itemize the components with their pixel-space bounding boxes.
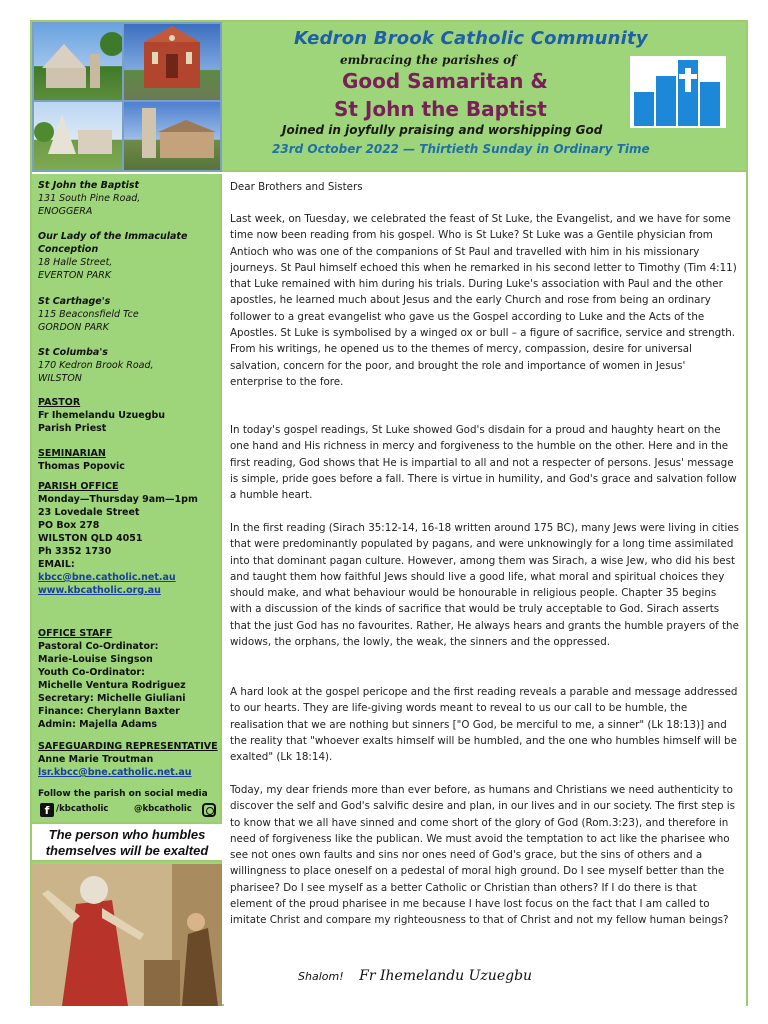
church-suburb: ENOGGERA — [38, 206, 93, 217]
staff-heading: OFFICE STAFF — [38, 628, 113, 639]
signature: Fr Ihemelandu Uzuegbu — [359, 968, 533, 984]
letter-salutation: Dear Brothers and Sisters — [230, 181, 363, 193]
office-email-label: EMAIL: — [38, 559, 75, 570]
masthead — [32, 22, 746, 172]
church-photo-4 — [124, 102, 220, 170]
subtitle: embracing the parishes of — [340, 53, 517, 67]
staff-line: Secretary: Michelle Giuliani — [38, 693, 186, 704]
church-address: 115 Beaconsfield Tce — [38, 309, 139, 320]
staff-line: Marie-Louise Singson — [38, 654, 153, 665]
church-st-columba — [38, 346, 222, 385]
pharisee-publican-painting — [32, 864, 222, 1006]
office-staff-section — [38, 627, 222, 731]
church-st-john — [38, 179, 222, 218]
pastor-letter — [224, 174, 746, 1006]
social-label: Follow the parish on social media — [38, 789, 208, 799]
office-line: PO Box 278 — [38, 520, 100, 531]
church-suburb: GORDON PARK — [38, 322, 109, 333]
seminarian-name: Thomas Popovic — [38, 461, 125, 472]
staff-line: Pastoral Co-Ordinator: — [38, 641, 159, 652]
quote-line: themselves will be exalted — [45, 843, 209, 858]
pastor-name: Fr Ihemelandu Uzuegbu — [38, 410, 166, 421]
staff-line: Finance: Cherylann Baxter — [38, 706, 180, 717]
tagline: Joined in joyfully praising and worshipping God — [282, 123, 603, 137]
office-line: WILSTON QLD 4051 — [38, 533, 143, 544]
letter-paragraph: In today's gospel readings, St Luke showed God's disdain for a proud and haughty heart on the one hand and His richness in mercy and forgiveness to the humble on the other. Here and in the first reading, God shows that He is impartial to all and not a respecter of persons. Jesus' message is simple, pride goes before a fall. There is virtue in humility, and God's grace and salvation follow a humble heart. — [230, 424, 737, 502]
parish-name-good-samaritan: Good Samaritan & — [342, 69, 548, 93]
letter-signoff — [298, 968, 532, 984]
safeguarding-section — [38, 740, 222, 779]
office-email-link[interactable]: kbcc@bne.catholic.net.au — [38, 572, 176, 583]
instagram-handle[interactable]: @kbcatholic — [134, 804, 192, 814]
church-photo-collage — [32, 22, 222, 172]
office-line: 23 Lovedale Street — [38, 507, 140, 518]
letter-paragraph: Last week, on Tuesday, we celebrated the feast of St Luke, the Evangelist, and we have for some time now been reading from his gospel. Who is St Luke? St Luke was a Gentile physician from Antioch who was one of the companions of St Paul and travelled with him in his missionary journeys. St Paul himself echoed this when he remarked in his second letter to Timothy (Tim 4:11) that Luke remained with him during his trials. During Luke's association with Paul and the other apostles, he learned much about Jesus and the early Church and rose from being an ordinary follower to a great evangelist who gave us the Gospel according to Luke and the Acts of the Apostles. St Luke is symbolised by a winged ox or bull – a figure of sacrifice, service and strength. From his writings, he opened us to the themes of mercy, compassion, desire for universal salvation, concern for the poor, and brought the role and importance of women in Jesus' enterprise to the fore. — [230, 213, 737, 388]
sidebar — [32, 174, 222, 1006]
church-address: 131 South Pine Road, — [38, 193, 141, 204]
church-address: 170 Kedron Brook Road, — [38, 360, 154, 371]
church-name: St Columba's — [38, 347, 108, 358]
community-logo-icon — [630, 56, 726, 128]
pastor-role: Parish Priest — [38, 423, 107, 434]
closing: Shalom! — [298, 970, 344, 983]
office-hours: Monday—Thursday 9am—1pm — [38, 494, 198, 505]
staff-line: Michelle Ventura Rodriguez — [38, 680, 186, 691]
safeguarding-name: Anne Marie Troutman — [38, 754, 154, 765]
facebook-icon[interactable]: f — [40, 803, 54, 817]
staff-line: Admin: Majella Adams — [38, 719, 158, 730]
pastor-section — [38, 396, 222, 435]
bulletin-page — [30, 20, 748, 1006]
parish-name-st-john: St John the Baptist — [334, 97, 547, 121]
office-heading: PARISH OFFICE — [38, 481, 119, 492]
church-name-cont: Conception — [38, 244, 99, 255]
instagram-icon[interactable] — [202, 803, 216, 817]
church-name: St John the Baptist — [38, 180, 140, 191]
church-name: St Carthage's — [38, 296, 111, 307]
community-title: Kedron Brook Catholic Community — [294, 28, 648, 49]
social-links — [38, 801, 218, 819]
church-photo-2 — [124, 24, 220, 100]
church-suburb: EVERTON PARK — [38, 270, 112, 281]
church-name: Our Lady of the Immaculate — [38, 231, 188, 242]
church-st-carthage — [38, 295, 222, 334]
letter-paragraph: In the first reading (Sirach 35:12-14, 16-18 written around 175 BC), many Jews were living in cities that were predominantly populated by pagans, and were unknowingly for a long time assimilated into that dominant pagan culture. However, among them was Sirach, a wise Jew, who did his best and taught them how faithful Jews should live a good life, what moral and spiritual choices they should make, and what behaviour would be honourable in religious people. Chapter 35 begins with a discussion of the kinds of sacrifice that would be truly acceptable to God. Sirach asserts that the just God has no favourites. Rather, He always hears and grants the humble prayers of the widows, the orphans, the lowly, the weak, the sinners and the oppressed. — [230, 522, 740, 649]
safeguarding-email-link[interactable]: lsr.kbcc@bne.catholic.net.au — [38, 767, 192, 778]
church-photo-3 — [34, 102, 122, 170]
date-line: 23rd October 2022 — Thirtieth Sunday in Ordinary Time — [272, 142, 650, 156]
letter-paragraph: A hard look at the gospel pericope and the first reading reveals a parable and message addressed to our hearts. They are life-giving words meant to reveal to us our call to be humble, the realisation that we are nothing but sinners ["O God, be merciful to me, a sinner" (Lk 18:13)] and the reality that "whoever exalts himself will be humbled, and the one who humbles himself will be exalted" (Lk 18:14). — [230, 686, 738, 764]
letter-paragraph: Today, my dear friends more than ever before, as humans and Christians we need authenticity to discover the self and God's salvific desire and plan, in our lives and in our society. The first step is to know that we all have sinned and come short of the glory of God (Rom.3:23), and therefore in need of forgiveness like the publican. We must avoid the temptation to act like the pharisee who see not ones own faults and sins nor ones need of God's grace, but the sins of others and a willingness to place oneself on a pedestal of moral high ground. Do I see myself better than the pharisee? Do I see myself as a better Catholic or Christian than others? If I do there is that element of the proud pharisee in me because I have lost focus on the fact that I am called to imitate Christ and compare my righteousness to that of Christ and not my fellow human beings? — [230, 784, 735, 927]
facebook-handle[interactable]: /kbcatholic — [56, 804, 109, 814]
church-suburb: WILSTON — [38, 373, 82, 384]
pastor-heading: PASTOR — [38, 397, 81, 408]
website-link[interactable]: www.kbcatholic.org.au — [38, 585, 161, 596]
safeguarding-heading: SAFEGUARDING REPRESENTATIVE — [38, 741, 218, 752]
seminarian-heading: SEMINARIAN — [38, 448, 106, 459]
church-address: 18 Halle Street, — [38, 257, 113, 268]
church-photo-1 — [34, 24, 122, 100]
seminarian-section — [38, 447, 222, 473]
parish-office-section — [38, 480, 222, 597]
quote-box — [32, 822, 222, 862]
quote-line: The person who humbles — [48, 827, 206, 842]
staff-line: Youth Co-Ordinator: — [38, 667, 145, 678]
office-phone: Ph 3352 1730 — [38, 546, 112, 557]
church-our-lady — [38, 230, 222, 282]
